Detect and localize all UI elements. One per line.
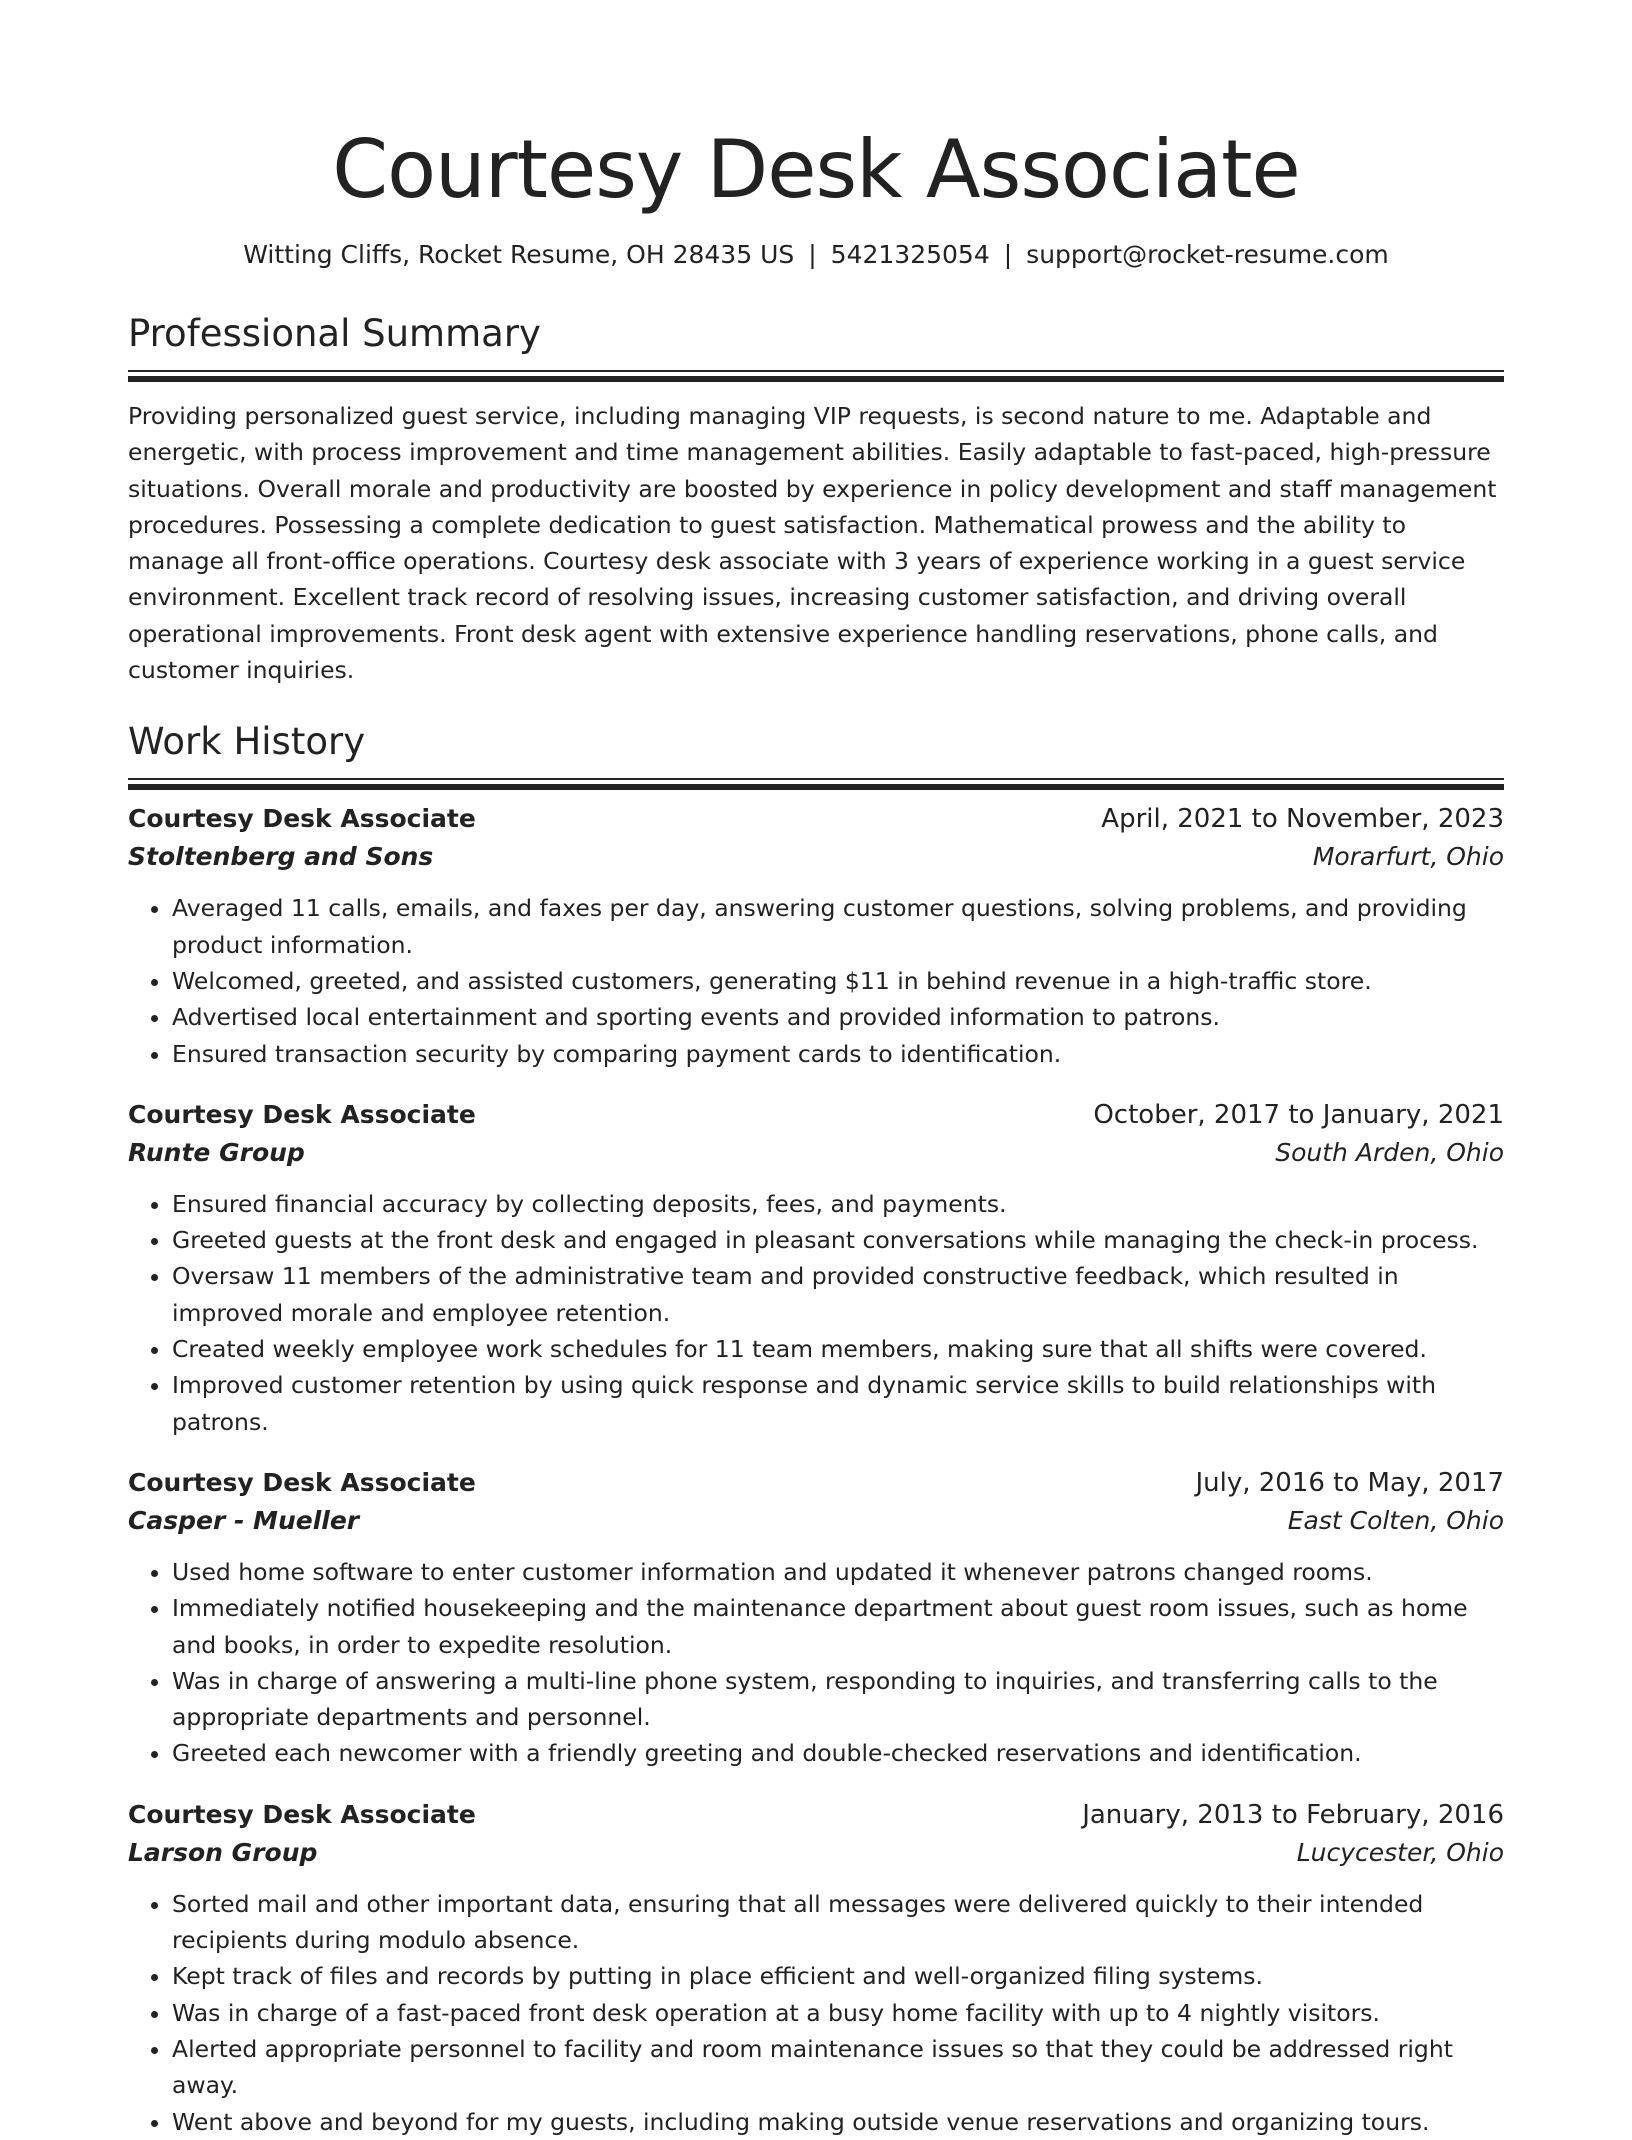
job-bullets (128, 1886, 1504, 2140)
job-bullet: • Sorted mail and other important data, ensuring that all messages were delivered quickly to their intended recipients during modulo absence. (172, 1886, 1504, 1959)
job-bullet: • Kept track of files and records by putting in place efficient and well-organized filing systems. (172, 1958, 1504, 1994)
job-bullet: • Greeted guests at the front desk and engaged in pleasant conversations while managing the check-in process. (172, 1222, 1504, 1258)
job-subheader (128, 1134, 1504, 1172)
job-bullets (128, 1186, 1504, 1440)
job-company: Runte Group (128, 1137, 305, 1167)
section-title-summary: Professional Summary (128, 312, 541, 355)
job-company: Larson Group (128, 1837, 318, 1867)
job-company: Casper - Mueller (128, 1505, 360, 1535)
job-bullet: • Oversaw 11 members of the administrative team and provided constructive feedback, which resulted in improved morale and employee retention. (172, 1258, 1504, 1331)
job-entry (128, 800, 1504, 1071)
job-subheader (128, 1502, 1504, 1540)
job-bullet: • Went above and beyond for my guests, including making outside venue reservations and organizing tours. (172, 2104, 1504, 2140)
section-title-work-history: Work History (128, 720, 366, 764)
job-dates: October, 2017 to January, 2021 (1093, 1099, 1504, 1130)
job-bullet: • Immediately notified housekeeping and the maintenance department about guest room issues, such as home and books, in order to expedite resolution. (172, 1590, 1504, 1663)
section-divider (128, 778, 1504, 790)
job-dates: April, 2021 to November, 2023 (1101, 804, 1504, 835)
job-header (128, 800, 1504, 838)
resume-page (128, 0, 1504, 2140)
job-location: Lucycester, Ohio (1296, 1837, 1504, 1867)
summary-text: Providing personalized guest service, including managing VIP requests, is second nature to me. Adaptable and energetic, with process improvement and time management abilities. Easily adaptable to fast-paced, high-pressure situations. Overall morale and productivity are boosted by experience in policy development and staff management procedures. Possessing a complete dedication to guest satisfaction. Mathematical prowess and the ability to manage all front-office operations. Courtesy desk associate with 3 years of experience working in a guest service environment. Excellent track record of resolving issues, increasing customer satisfaction, and driving overall operational improvements. Front desk agent with extensive experience handling reservations, phone calls, and customer inquiries. (128, 402, 1497, 685)
job-header (128, 1464, 1504, 1502)
job-location: South Arden, Ohio (1275, 1137, 1504, 1167)
section-divider (128, 370, 1504, 382)
job-bullet: • Was in charge of a fast-paced front desk operation at a busy home facility with up to 4 nightly visitors. (172, 1995, 1504, 2031)
job-company: Stoltenberg and Sons (128, 842, 434, 872)
contact-email: support@rocket-resume.com (1026, 240, 1389, 269)
job-bullet: • Created weekly employee work schedules for 11 team members, making sure that all shifts were covered. (172, 1331, 1504, 1367)
job-bullet: • Alerted appropriate personnel to facility and room maintenance issues so that they could be addressed right away. (172, 2031, 1504, 2104)
summary-section (128, 310, 1504, 688)
work-history-section (128, 718, 1504, 2139)
contact-phone: 5421325054 (830, 240, 990, 269)
job-bullet: • Averaged 11 calls, emails, and faxes per day, answering customer questions, solving problems, and providing product information. (172, 890, 1504, 963)
job-bullet: • Welcomed, greeted, and assisted customers, generating $11 in behind revenue in a high-traffic store. (172, 963, 1504, 999)
job-bullet: • Was in charge of answering a multi-line phone system, responding to inquiries, and transferring calls to the appropriate departments and personnel. (172, 1663, 1504, 1736)
job-location: Morarfurt, Ohio (1312, 842, 1504, 872)
candidate-name: Courtesy Desk Associate (332, 123, 1300, 216)
job-header (128, 1796, 1504, 1834)
job-bullet: • Used home software to enter customer information and updated it whenever patrons changed rooms. (172, 1554, 1504, 1590)
job-subheader (128, 1834, 1504, 1872)
contact-address: Witting Cliffs, Rocket Resume, OH 28435 US (243, 240, 795, 269)
job-bullet: • Ensured financial accuracy by collecting deposits, fees, and payments. (172, 1186, 1504, 1222)
job-header (128, 1096, 1504, 1134)
job-bullet: • Ensured transaction security by comparing payment cards to identification. (172, 1036, 1504, 1072)
job-bullet: • Improved customer retention by using quick response and dynamic service skills to build relationships with patrons. (172, 1367, 1504, 1440)
job-title: Courtesy Desk Associate (128, 1799, 476, 1829)
job-location: East Colten, Ohio (1287, 1505, 1504, 1535)
job-entry (128, 1096, 1504, 1440)
job-bullet: • Greeted each newcomer with a friendly greeting and double-checked reservations and identification. (172, 1735, 1504, 1771)
contact-line (128, 238, 1504, 272)
job-entry (128, 1796, 1504, 2140)
job-title: Courtesy Desk Associate (128, 1099, 476, 1129)
job-bullets (128, 1554, 1504, 1772)
job-subheader (128, 838, 1504, 876)
job-title: Courtesy Desk Associate (128, 1467, 476, 1497)
contact-separator: | (808, 240, 817, 269)
job-bullet: • Advertised local entertainment and sporting events and provided information to patrons. (172, 999, 1504, 1035)
job-bullets (128, 890, 1504, 1071)
job-dates: January, 2013 to February, 2016 (1082, 1799, 1504, 1830)
job-entry (128, 1464, 1504, 1772)
job-title: Courtesy Desk Associate (128, 804, 476, 834)
contact-separator: | (1003, 240, 1013, 269)
job-dates: July, 2016 to May, 2017 (1195, 1467, 1504, 1498)
